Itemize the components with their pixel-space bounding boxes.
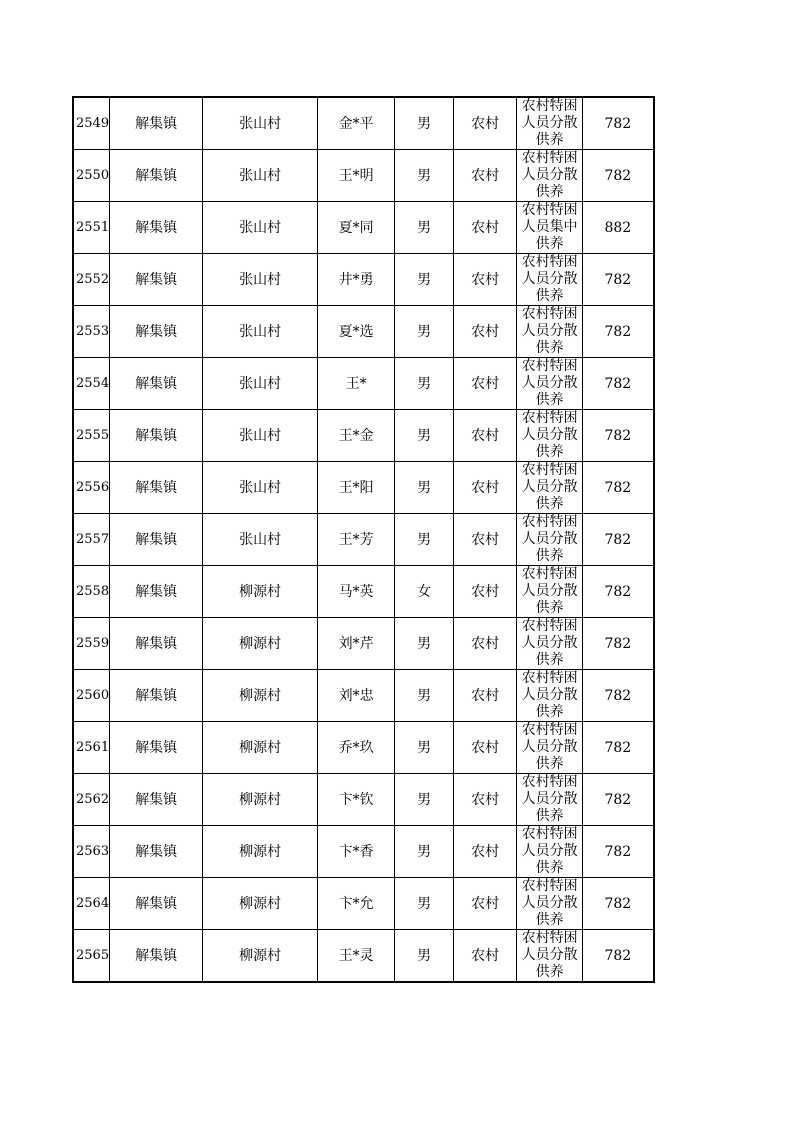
- name-cell: 王*芳: [318, 514, 395, 566]
- support-type-cell: [517, 202, 583, 254]
- support-type-text: 农村特困人员分散供养: [521, 410, 578, 460]
- area-cell: 农村: [454, 358, 517, 410]
- row-number-cell: 2562: [73, 774, 110, 826]
- area-cell: 农村: [454, 722, 517, 774]
- support-type-text: 农村特困人员分散供养: [521, 618, 578, 668]
- amount-cell: 782: [583, 878, 654, 930]
- gender-cell: 男: [395, 618, 454, 670]
- support-type-cell: [517, 358, 583, 410]
- support-type-text: 农村特困人员分散供养: [521, 930, 578, 980]
- village-cell: 张山村: [203, 410, 318, 462]
- amount-cell: 882: [583, 202, 654, 254]
- support-type-text: 农村特困人员分散供养: [521, 98, 578, 148]
- row-number-cell: 2557: [73, 514, 110, 566]
- row-number-cell: 2554: [73, 358, 110, 410]
- area-cell: 农村: [454, 618, 517, 670]
- amount-cell: 782: [583, 566, 654, 618]
- support-type-cell: [517, 566, 583, 618]
- row-number-cell: 2559: [73, 618, 110, 670]
- town-cell: 解集镇: [110, 254, 203, 306]
- row-number-cell: 2560: [73, 670, 110, 722]
- area-cell: 农村: [454, 878, 517, 930]
- village-cell: 柳源村: [203, 670, 318, 722]
- village-cell: 柳源村: [203, 566, 318, 618]
- name-cell: 乔*玖: [318, 722, 395, 774]
- support-type-text: 农村特困人员分散供养: [521, 150, 578, 200]
- table-row: [73, 358, 654, 410]
- support-type-cell: [517, 254, 583, 306]
- support-type-cell: [517, 97, 583, 150]
- row-number-cell: 2556: [73, 462, 110, 514]
- area-cell: 农村: [454, 930, 517, 983]
- name-cell: 卞*钦: [318, 774, 395, 826]
- row-number-cell: 2565: [73, 930, 110, 983]
- town-cell: 解集镇: [110, 410, 203, 462]
- table-row: [73, 618, 654, 670]
- area-cell: 农村: [454, 670, 517, 722]
- village-cell: 柳源村: [203, 722, 318, 774]
- table-row: [73, 566, 654, 618]
- town-cell: 解集镇: [110, 566, 203, 618]
- name-cell: 井*勇: [318, 254, 395, 306]
- town-cell: 解集镇: [110, 930, 203, 983]
- gender-cell: 男: [395, 462, 454, 514]
- town-cell: 解集镇: [110, 358, 203, 410]
- town-cell: 解集镇: [110, 202, 203, 254]
- name-cell: 刘*忠: [318, 670, 395, 722]
- amount-cell: 782: [583, 670, 654, 722]
- gender-cell: 男: [395, 774, 454, 826]
- table-row: [73, 306, 654, 358]
- village-cell: 张山村: [203, 202, 318, 254]
- gender-cell: 男: [395, 826, 454, 878]
- amount-cell: 782: [583, 774, 654, 826]
- table-row: [73, 410, 654, 462]
- area-cell: 农村: [454, 566, 517, 618]
- town-cell: 解集镇: [110, 150, 203, 202]
- town-cell: 解集镇: [110, 618, 203, 670]
- support-type-text: 农村特困人员集中供养: [521, 202, 578, 252]
- support-type-text: 农村特困人员分散供养: [521, 774, 578, 824]
- village-cell: 张山村: [203, 514, 318, 566]
- support-type-text: 农村特困人员分散供养: [521, 254, 578, 304]
- gender-cell: 男: [395, 254, 454, 306]
- town-cell: 解集镇: [110, 878, 203, 930]
- table-row: [73, 514, 654, 566]
- table-row: [73, 826, 654, 878]
- gender-cell: 男: [395, 410, 454, 462]
- village-cell: 柳源村: [203, 930, 318, 983]
- area-cell: 农村: [454, 97, 517, 150]
- support-type-text: 农村特困人员分散供养: [521, 722, 578, 772]
- name-cell: 金*平: [318, 97, 395, 150]
- town-cell: 解集镇: [110, 462, 203, 514]
- support-type-text: 农村特困人员分散供养: [521, 358, 578, 408]
- row-number-cell: 2564: [73, 878, 110, 930]
- area-cell: 农村: [454, 462, 517, 514]
- area-cell: 农村: [454, 254, 517, 306]
- name-cell: 王*明: [318, 150, 395, 202]
- table-row: [73, 254, 654, 306]
- support-type-cell: [517, 826, 583, 878]
- village-cell: 张山村: [203, 97, 318, 150]
- amount-cell: 782: [583, 618, 654, 670]
- amount-cell: 782: [583, 826, 654, 878]
- area-cell: 农村: [454, 150, 517, 202]
- table-row: [73, 670, 654, 722]
- amount-cell: 782: [583, 97, 654, 150]
- amount-cell: 782: [583, 306, 654, 358]
- village-cell: 张山村: [203, 254, 318, 306]
- row-number-cell: 2549: [73, 97, 110, 150]
- row-number-cell: 2563: [73, 826, 110, 878]
- support-type-cell: [517, 722, 583, 774]
- name-cell: 卞*香: [318, 826, 395, 878]
- name-cell: 王*金: [318, 410, 395, 462]
- area-cell: 农村: [454, 774, 517, 826]
- row-number-cell: 2550: [73, 150, 110, 202]
- name-cell: 卞*允: [318, 878, 395, 930]
- amount-cell: 782: [583, 514, 654, 566]
- row-number-cell: 2558: [73, 566, 110, 618]
- gender-cell: 男: [395, 202, 454, 254]
- support-type-text: 农村特困人员分散供养: [521, 306, 578, 356]
- records-body: [73, 97, 654, 982]
- town-cell: 解集镇: [110, 722, 203, 774]
- support-type-cell: [517, 878, 583, 930]
- support-type-text: 农村特困人员分散供养: [521, 462, 578, 512]
- table-row: [73, 150, 654, 202]
- gender-cell: 男: [395, 306, 454, 358]
- village-cell: 张山村: [203, 462, 318, 514]
- town-cell: 解集镇: [110, 774, 203, 826]
- table-row: [73, 202, 654, 254]
- village-cell: 柳源村: [203, 618, 318, 670]
- support-type-text: 农村特困人员分散供养: [521, 826, 578, 876]
- town-cell: 解集镇: [110, 670, 203, 722]
- gender-cell: 男: [395, 930, 454, 983]
- village-cell: 柳源村: [203, 878, 318, 930]
- support-type-cell: [517, 618, 583, 670]
- table-row: [73, 97, 654, 150]
- town-cell: 解集镇: [110, 514, 203, 566]
- gender-cell: 男: [395, 514, 454, 566]
- area-cell: 农村: [454, 202, 517, 254]
- area-cell: 农村: [454, 410, 517, 462]
- table-row: [73, 774, 654, 826]
- gender-cell: 女: [395, 566, 454, 618]
- support-type-text: 农村特困人员分散供养: [521, 670, 578, 720]
- village-cell: 柳源村: [203, 826, 318, 878]
- gender-cell: 男: [395, 878, 454, 930]
- amount-cell: 782: [583, 358, 654, 410]
- row-number-cell: 2552: [73, 254, 110, 306]
- village-cell: 柳源村: [203, 774, 318, 826]
- support-type-cell: [517, 150, 583, 202]
- support-type-cell: [517, 306, 583, 358]
- name-cell: 夏*同: [318, 202, 395, 254]
- amount-cell: 782: [583, 254, 654, 306]
- gender-cell: 男: [395, 150, 454, 202]
- town-cell: 解集镇: [110, 826, 203, 878]
- table-row: [73, 462, 654, 514]
- support-type-text: 农村特困人员分散供养: [521, 566, 578, 616]
- amount-cell: 782: [583, 150, 654, 202]
- records-table: [72, 96, 655, 983]
- amount-cell: 782: [583, 722, 654, 774]
- support-type-cell: [517, 670, 583, 722]
- gender-cell: 男: [395, 97, 454, 150]
- name-cell: 夏*选: [318, 306, 395, 358]
- town-cell: 解集镇: [110, 97, 203, 150]
- village-cell: 张山村: [203, 150, 318, 202]
- amount-cell: 782: [583, 462, 654, 514]
- row-number-cell: 2553: [73, 306, 110, 358]
- gender-cell: 男: [395, 722, 454, 774]
- row-number-cell: 2551: [73, 202, 110, 254]
- name-cell: 马*英: [318, 566, 395, 618]
- name-cell: 王*阳: [318, 462, 395, 514]
- amount-cell: 782: [583, 410, 654, 462]
- amount-cell: 782: [583, 930, 654, 983]
- row-number-cell: 2561: [73, 722, 110, 774]
- name-cell: 王*: [318, 358, 395, 410]
- table-row: [73, 878, 654, 930]
- area-cell: 农村: [454, 826, 517, 878]
- table-row: [73, 930, 654, 983]
- area-cell: 农村: [454, 306, 517, 358]
- support-type-cell: [517, 410, 583, 462]
- support-type-cell: [517, 514, 583, 566]
- support-type-text: 农村特困人员分散供养: [521, 878, 578, 928]
- support-type-cell: [517, 774, 583, 826]
- support-type-text: 农村特困人员分散供养: [521, 514, 578, 564]
- gender-cell: 男: [395, 670, 454, 722]
- support-type-cell: [517, 462, 583, 514]
- town-cell: 解集镇: [110, 306, 203, 358]
- name-cell: 刘*芹: [318, 618, 395, 670]
- gender-cell: 男: [395, 358, 454, 410]
- table-row: [73, 722, 654, 774]
- name-cell: 王*灵: [318, 930, 395, 983]
- village-cell: 张山村: [203, 358, 318, 410]
- row-number-cell: 2555: [73, 410, 110, 462]
- area-cell: 农村: [454, 514, 517, 566]
- support-type-cell: [517, 930, 583, 983]
- village-cell: 张山村: [203, 306, 318, 358]
